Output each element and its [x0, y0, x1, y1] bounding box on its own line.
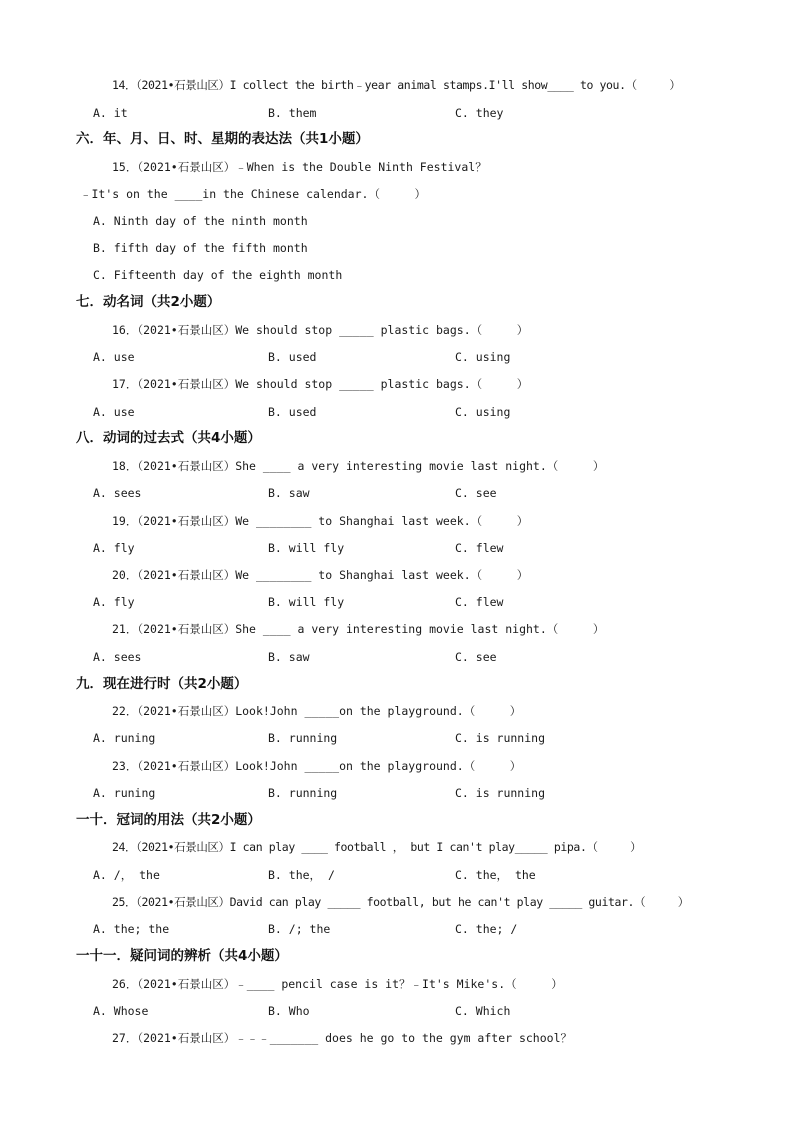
q25-option-a: A. the; the	[93, 922, 170, 936]
q20-option-a: A. fly	[93, 595, 135, 609]
question-20: 20．（2021•石景山区）We ________ to Shanghai last week.（ ）	[112, 568, 529, 582]
q26-option-a: A. Whose	[93, 1004, 149, 1018]
q16-option-a: A. use	[93, 350, 135, 364]
q17-option-c: C. using	[455, 405, 511, 419]
question-21: 21．（2021•石景山区）She ____ a very interesting movie last night.（ ）	[112, 622, 605, 636]
q25-option-c: C. the; /	[455, 922, 518, 936]
q24-option-c: C. the， the	[455, 868, 536, 882]
q23-option-a: A. runing	[93, 786, 156, 800]
q19-option-c: C. flew	[455, 541, 504, 555]
question-16: 16．（2021•石景山区）We should stop _____ plastic bags.（ ）	[112, 323, 529, 337]
question-17: 17．（2021•石景山区）We should stop _____ plastic bags.（ ）	[112, 377, 529, 391]
section-heading-9: 九．现在进行时（共2小题）	[76, 676, 248, 692]
q24-option-a: A. /， the	[93, 868, 160, 882]
q18-option-b: B. saw	[268, 486, 310, 500]
q20-option-c: C. flew	[455, 595, 504, 609]
q20-option-b: B. will fly	[268, 595, 345, 609]
question-26: 26．（2021•石景山区）﹣____ pencil case is it？﹣It's Mike's.（ ）	[112, 977, 563, 991]
question-18: 18．（2021•石景山区）She ____ a very interesting movie last night.（ ）	[112, 459, 605, 473]
q15-option-b: B. fifth day of the fifth month	[93, 241, 308, 255]
q15-option-c: C. Fifteenth day of the eighth month	[93, 268, 343, 282]
question-27: 27．（2021•石景山区）﹣﹣﹣_______ does he go to the gym after school？	[112, 1031, 573, 1045]
q22-option-a: A. runing	[93, 731, 156, 745]
section-heading-6: 六．年、月、日、时、星期的表达法（共1小题）	[76, 131, 369, 147]
q26-option-b: B. Who	[268, 1004, 310, 1018]
q17-option-a: A. use	[93, 405, 135, 419]
q14-option-c: C. they	[455, 106, 504, 120]
q16-option-c: C. using	[455, 350, 511, 364]
q21-option-c: C. see	[455, 650, 497, 664]
q18-option-a: A. sees	[93, 486, 142, 500]
section-heading-10: 一十．冠词的用法（共2小题）	[76, 812, 261, 828]
question-15: 15．（2021•石景山区）﹣When is the Double Ninth Festival？	[112, 160, 487, 174]
q19-option-b: B. will fly	[268, 541, 345, 555]
q15-option-a: A. Ninth day of the ninth month	[93, 214, 308, 228]
section-heading-8: 八．动词的过去式（共4小题）	[76, 430, 261, 446]
question-24: 24．（2021•石景山区）I can play ____ football ， but I can't play_____ pipa.（ ）	[112, 840, 642, 854]
q21-option-a: A. sees	[93, 650, 142, 664]
q16-option-b: B. used	[268, 350, 317, 364]
question-25: 25．（2021•石景山区）David can play _____ football, but he can't play _____ guitar.（ ）	[112, 895, 689, 909]
q24-option-b: B. the， /	[268, 868, 335, 882]
q14-option-b: B. them	[268, 106, 317, 120]
q19-option-a: A. fly	[93, 541, 135, 555]
q22-option-b: B. running	[268, 731, 338, 745]
q23-option-b: B. running	[268, 786, 338, 800]
question-14: 14．（2021•石景山区）I collect the birth﹣year animal stamps.I'll show____ to you.（ ）	[112, 78, 681, 92]
q26-option-c: C. Which	[455, 1004, 511, 1018]
section-heading-11: 一十一．疑问词的辨析（共4小题）	[76, 948, 288, 964]
q18-option-c: C. see	[455, 486, 497, 500]
q22-option-c: C. is running	[455, 731, 546, 745]
question-23: 23．（2021•石景山区）Look!John _____on the playground.（ ）	[112, 759, 522, 773]
q21-option-b: B. saw	[268, 650, 310, 664]
question-22: 22．（2021•石景山区）Look!John _____on the playground.（ ）	[112, 704, 522, 718]
section-heading-7: 七．动名词（共2小题）	[76, 294, 221, 310]
q17-option-b: B. used	[268, 405, 317, 419]
question-15-line2: ﹣It's on the ____in the Chinese calendar.（ ）	[80, 187, 427, 201]
question-19: 19．（2021•石景山区）We ________ to Shanghai last week.（ ）	[112, 514, 529, 528]
q14-option-a: A. it	[93, 106, 128, 120]
q23-option-c: C. is running	[455, 786, 546, 800]
q25-option-b: B. /; the	[268, 922, 331, 936]
